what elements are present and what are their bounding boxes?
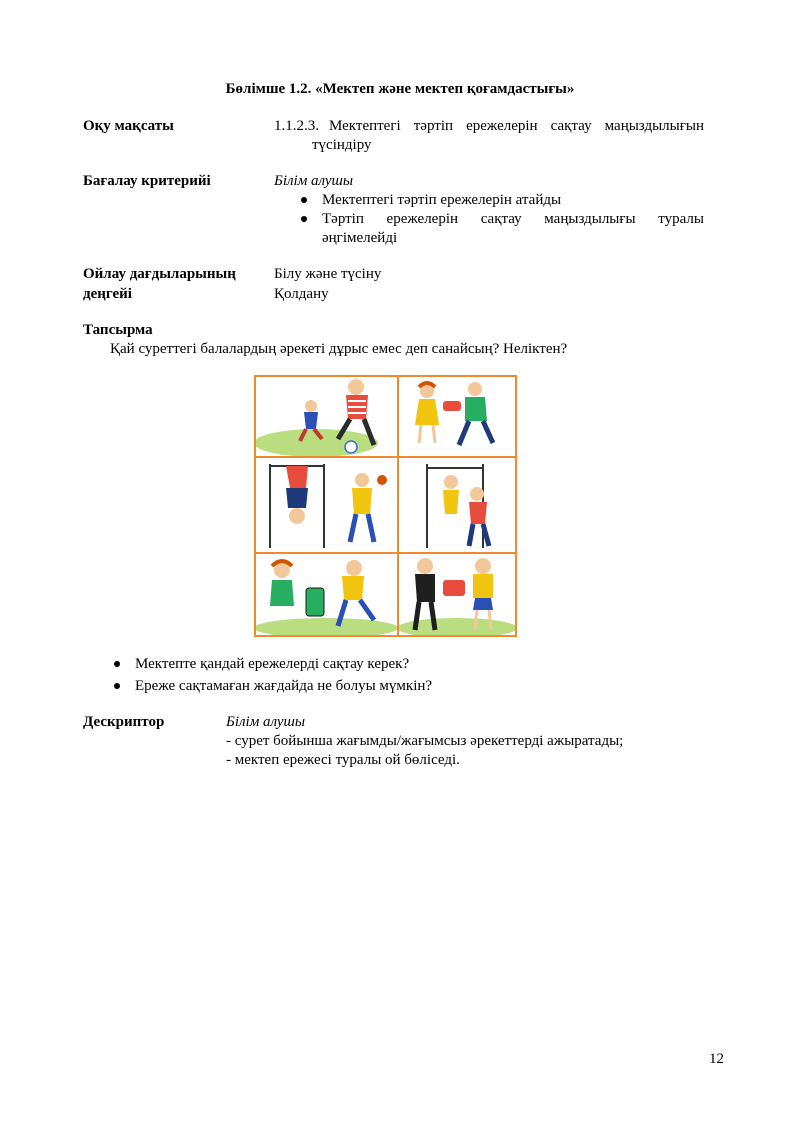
descriptor-line-1: - сурет бойынша жағымды/жағымсыз әрекеттерді ажыратады; bbox=[226, 733, 624, 749]
illustration-grid bbox=[254, 375, 517, 637]
criteria-subject: Білім алушы bbox=[274, 173, 354, 189]
descriptor-label: Дескриптор bbox=[83, 714, 165, 730]
criteria-item-2-cont: әңгімелейді bbox=[322, 230, 398, 246]
criteria-label: Бағалау критерийі bbox=[83, 173, 211, 189]
section-title: Бөлімше 1.2. «Мектеп және мектеп қоғамдастығы» bbox=[225, 81, 575, 97]
thinking-level-1: Білу және түсіну bbox=[274, 266, 382, 282]
panel-bar-flip bbox=[256, 458, 397, 552]
descriptor-subject: Білім алушы bbox=[226, 714, 306, 730]
thinking-label-line2: деңгейі bbox=[83, 286, 132, 302]
panel-pushing bbox=[256, 554, 397, 635]
panel-bar-push bbox=[399, 458, 515, 552]
descriptor-line-2: - мектеп ережесі туралы ой бөліседі. bbox=[226, 752, 460, 768]
criteria-item-1: Мектептегі тәртіп ережелерін атайды bbox=[322, 192, 562, 208]
objective-text-line2: түсіндіру bbox=[312, 137, 372, 153]
objective-code: 1.1.2.3. bbox=[274, 118, 319, 134]
thinking-label-line1: Ойлау дағдыларының bbox=[83, 266, 236, 282]
thinking-level-2: Қолдану bbox=[274, 286, 329, 302]
task-label: Тапсырма bbox=[83, 322, 153, 338]
bullet-icon bbox=[301, 216, 307, 222]
objective-text-line1: Мектептегі тәртіп ережелерін сақтау маңыздылығын bbox=[329, 118, 704, 134]
panel-pulling-bag bbox=[399, 554, 515, 635]
panel-football bbox=[256, 377, 397, 456]
page-number: 12 bbox=[709, 1051, 724, 1067]
question-2: Ереже сақтамаған жағдайда не болуы мүмкін? bbox=[135, 678, 433, 694]
bullet-icon bbox=[114, 683, 120, 689]
criteria-item-2: Тәртіп ережелерін сақтау маңыздылығы туралы bbox=[322, 211, 704, 227]
bullet-icon bbox=[114, 661, 120, 667]
objective-label: Оқу мақсаты bbox=[83, 118, 174, 134]
question-1: Мектепте қандай ережелерді сақтау керек? bbox=[135, 656, 410, 672]
panel-tug-of-war bbox=[399, 377, 515, 456]
task-question: Қай суреттегі балалардың әрекеті дұрыс емес деп санайсың? Неліктен? bbox=[110, 341, 568, 357]
bullet-icon bbox=[301, 197, 307, 203]
